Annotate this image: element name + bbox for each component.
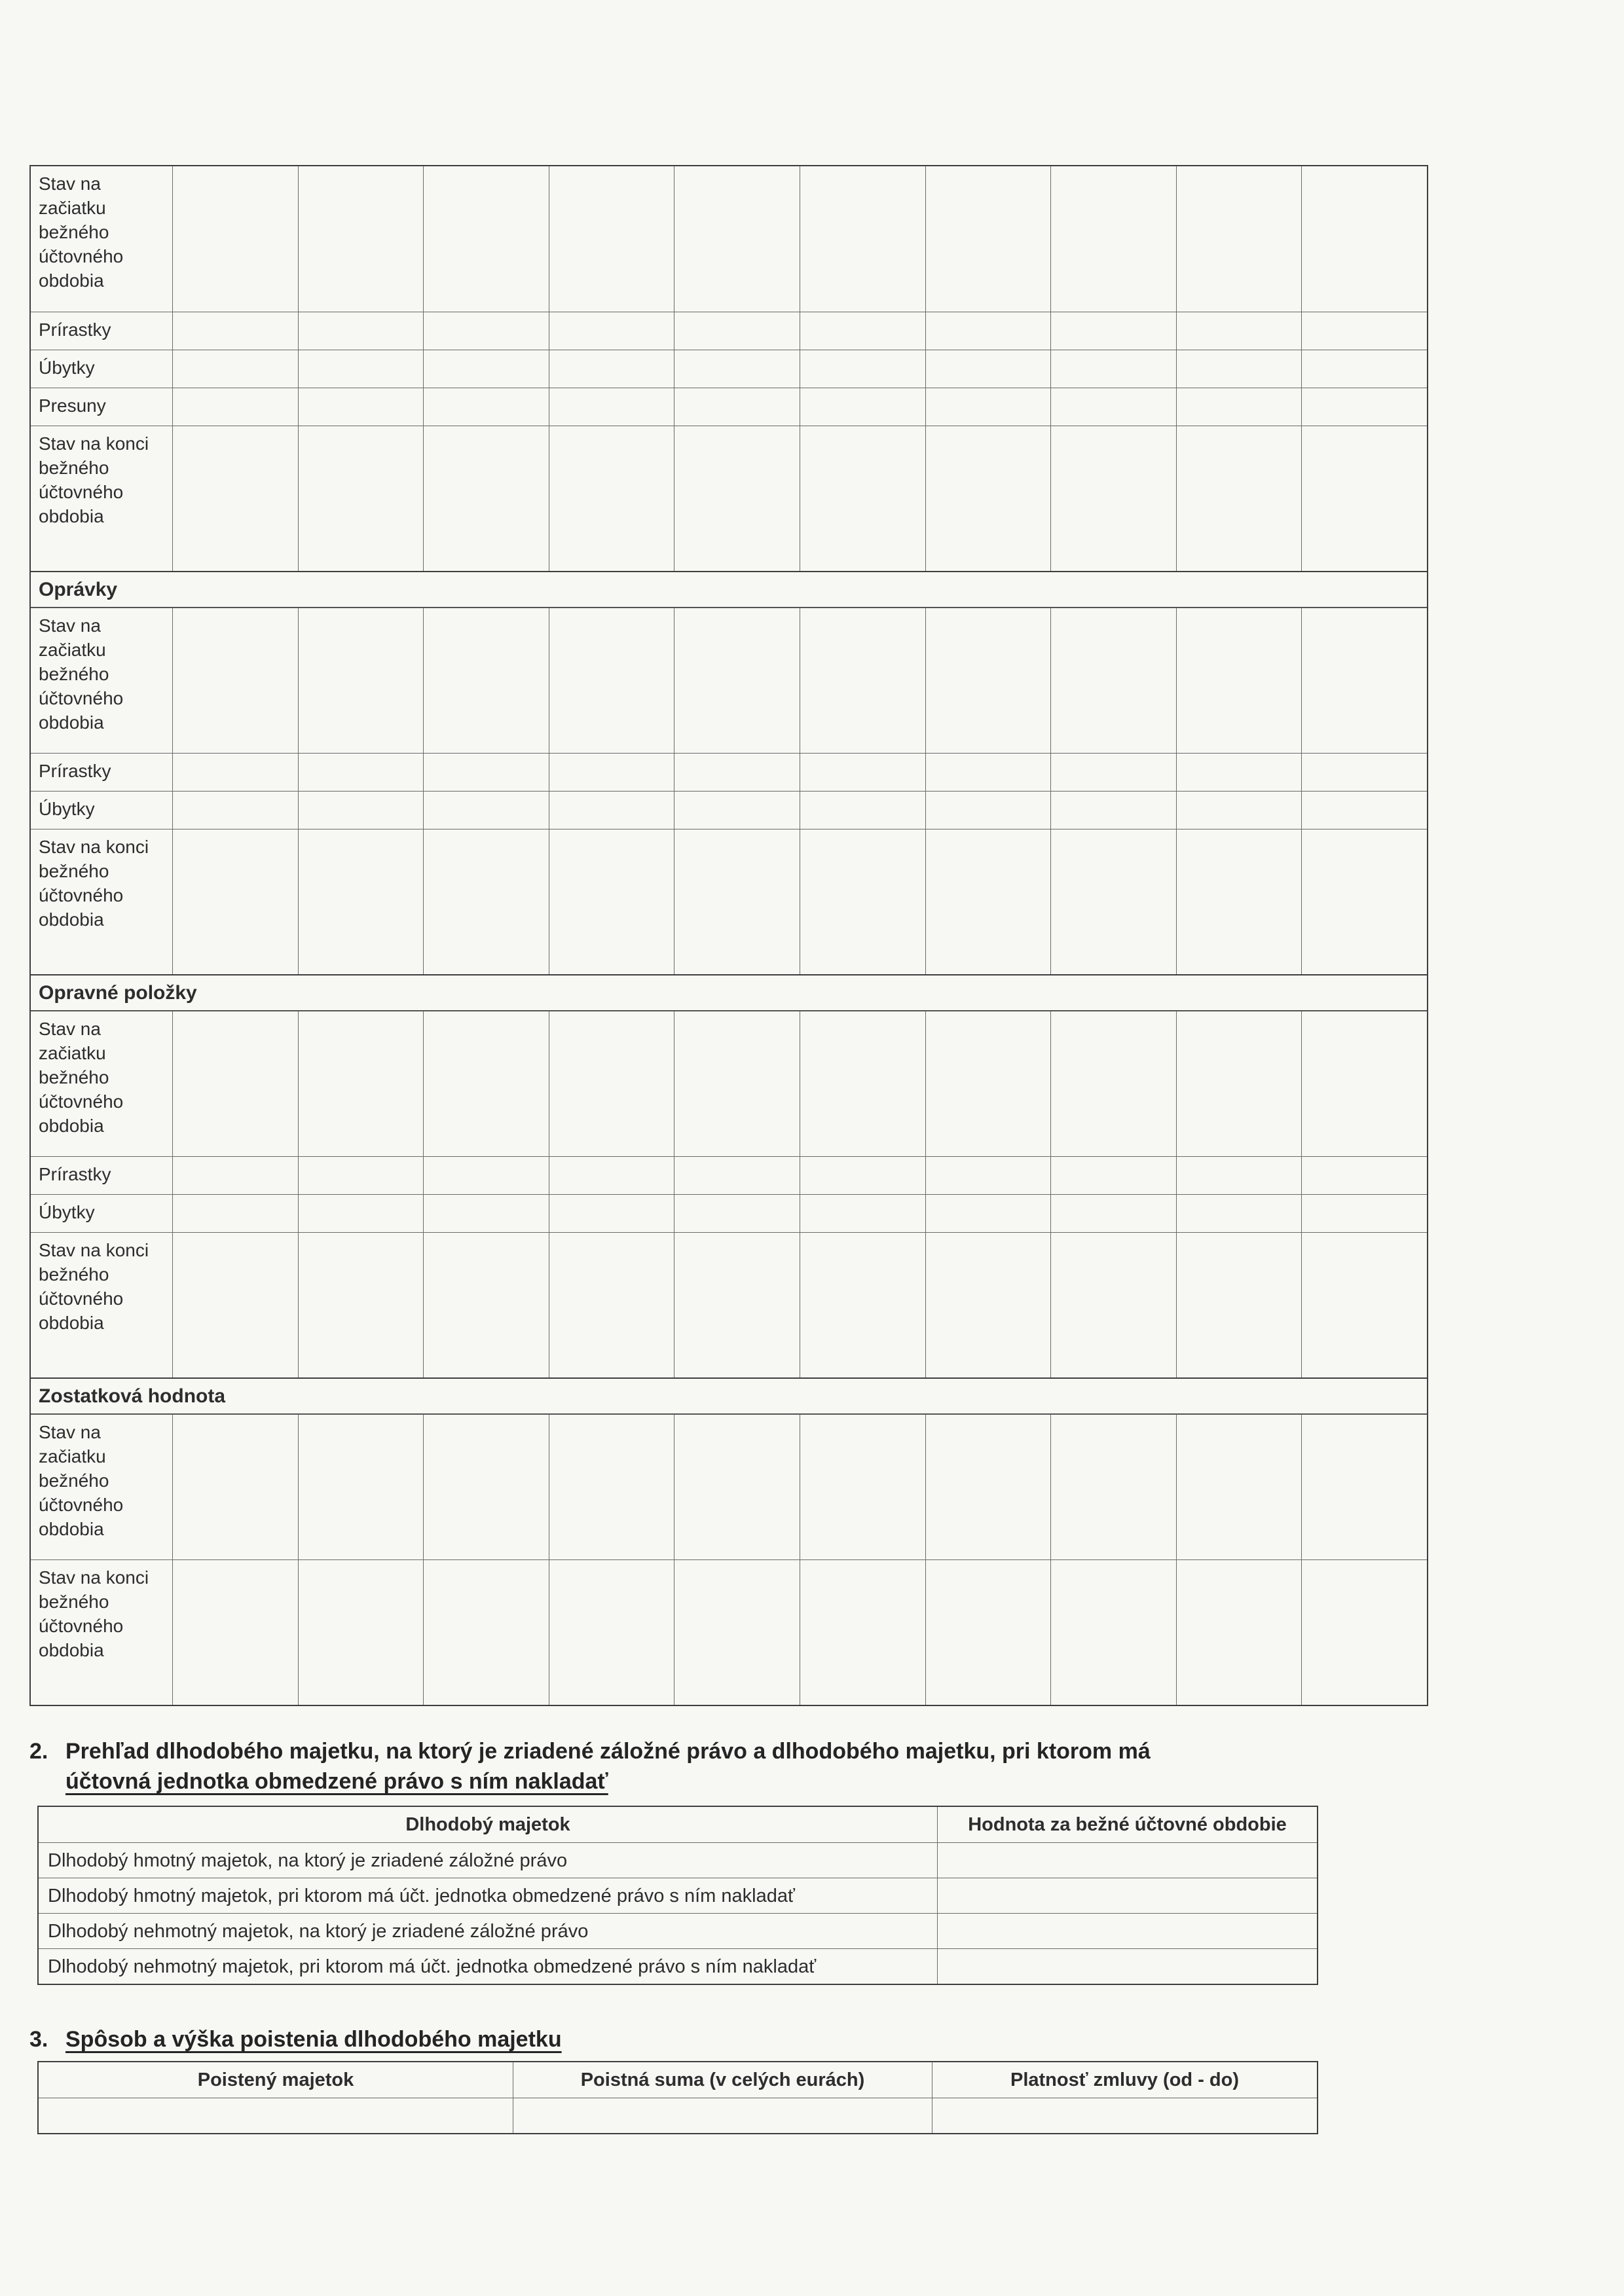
empty-data-cell bbox=[549, 792, 674, 829]
section2-title-line2: účtovná jednotka obmedzené právo s ním nakladať bbox=[65, 1769, 608, 1794]
table-row-opening bbox=[31, 608, 1427, 753]
row-label: Prírastky bbox=[39, 319, 111, 340]
table-row-additions bbox=[31, 312, 1427, 350]
column-header-asset: Dlhodobý majetok bbox=[405, 1814, 570, 1835]
empty-data-cell bbox=[549, 829, 674, 974]
empty-data-cell bbox=[800, 350, 925, 388]
empty-data-cell bbox=[298, 754, 424, 791]
empty-data-cell bbox=[423, 1011, 549, 1156]
table-row-disposals bbox=[31, 350, 1427, 388]
empty-data-cell bbox=[1176, 312, 1302, 350]
value-cell bbox=[39, 2098, 513, 2133]
empty-data-cell bbox=[925, 608, 1051, 753]
table-row bbox=[39, 1842, 1317, 1878]
empty-data-cell bbox=[423, 1195, 549, 1232]
empty-data-cell bbox=[1050, 829, 1176, 974]
row-label: Dlhodobý nehmotný majetok, pri ktorom má účt. jednotka obmedzené právo s ním nakladať bbox=[48, 1956, 817, 1977]
empty-data-cell bbox=[800, 1415, 925, 1559]
empty-data-cell bbox=[298, 426, 424, 571]
empty-data-cell bbox=[298, 1157, 424, 1194]
empty-data-cell bbox=[1176, 754, 1302, 791]
empty-data-cell bbox=[674, 1560, 800, 1705]
section-header-row-opravne-polozky bbox=[31, 974, 1427, 1011]
row-label: Stav na začiatku bežného účtovného obdobia bbox=[39, 615, 124, 733]
empty-data-cell bbox=[1301, 1195, 1427, 1232]
empty-data-cell bbox=[549, 1415, 674, 1559]
pledged-assets-table bbox=[37, 1806, 1318, 1985]
empty-data-cell bbox=[925, 1233, 1051, 1377]
section2-title bbox=[65, 1736, 1151, 1796]
empty-data-cell bbox=[1050, 1195, 1176, 1232]
empty-data-cell bbox=[423, 166, 549, 312]
empty-data-cell bbox=[1050, 426, 1176, 571]
empty-data-cell bbox=[1050, 1233, 1176, 1377]
empty-data-cell bbox=[549, 1195, 674, 1232]
empty-data-cell bbox=[925, 388, 1051, 426]
value-cell bbox=[932, 2098, 1317, 2133]
empty-data-cell bbox=[298, 829, 424, 974]
empty-data-cell bbox=[549, 1233, 674, 1377]
empty-data-cell bbox=[674, 1233, 800, 1377]
empty-data-cell bbox=[1176, 1195, 1302, 1232]
empty-data-cell bbox=[1301, 608, 1427, 753]
empty-data-cell bbox=[800, 1157, 925, 1194]
insurance-table bbox=[37, 2061, 1318, 2134]
empty-data-cell bbox=[549, 426, 674, 571]
empty-data-cell bbox=[549, 608, 674, 753]
empty-data-cell bbox=[172, 1560, 298, 1705]
empty-data-cell bbox=[549, 754, 674, 791]
row-label: Stav na začiatku bežného účtovného obdobia bbox=[39, 1019, 124, 1136]
table-row-additions bbox=[31, 753, 1427, 791]
empty-data-cell bbox=[549, 1011, 674, 1156]
value-cell bbox=[937, 1949, 1317, 1984]
empty-data-cell bbox=[1176, 350, 1302, 388]
value-cell bbox=[937, 1843, 1317, 1878]
empty-data-cell bbox=[800, 312, 925, 350]
section-header-row-zostatkova-hodnota bbox=[31, 1377, 1427, 1414]
empty-data-cell bbox=[674, 388, 800, 426]
empty-data-cell bbox=[800, 829, 925, 974]
empty-data-cell bbox=[674, 1157, 800, 1194]
table-row-disposals bbox=[31, 1194, 1427, 1232]
empty-data-cell bbox=[298, 1560, 424, 1705]
empty-data-cell bbox=[423, 1415, 549, 1559]
empty-data-cell bbox=[298, 608, 424, 753]
row-label: Prírastky bbox=[39, 1164, 111, 1184]
empty-data-cell bbox=[1050, 1157, 1176, 1194]
empty-data-cell bbox=[1301, 829, 1427, 974]
empty-data-cell bbox=[1176, 1011, 1302, 1156]
column-header-contract-validity: Platnosť zmluvy (od - do) bbox=[932, 2062, 1317, 2098]
empty-data-cell bbox=[1301, 426, 1427, 571]
asset-movements-table bbox=[29, 165, 1428, 1706]
empty-data-cell bbox=[674, 1415, 800, 1559]
empty-data-cell bbox=[1050, 166, 1176, 312]
empty-data-cell bbox=[800, 754, 925, 791]
empty-data-cell bbox=[172, 350, 298, 388]
empty-data-cell bbox=[925, 1560, 1051, 1705]
empty-data-cell bbox=[674, 312, 800, 350]
empty-data-cell bbox=[423, 829, 549, 974]
empty-data-cell bbox=[1176, 426, 1302, 571]
empty-data-cell bbox=[800, 792, 925, 829]
empty-data-cell bbox=[423, 350, 549, 388]
empty-data-cell bbox=[925, 1415, 1051, 1559]
empty-data-cell bbox=[1176, 829, 1302, 974]
empty-data-cell bbox=[1301, 312, 1427, 350]
empty-data-cell bbox=[800, 1233, 925, 1377]
row-label: Stav na začiatku bežného účtovného obdobia bbox=[39, 1422, 124, 1539]
value-cell bbox=[937, 1914, 1317, 1948]
empty-data-cell bbox=[298, 312, 424, 350]
empty-data-cell bbox=[298, 792, 424, 829]
row-label: Úbytky bbox=[39, 357, 95, 378]
empty-data-cell bbox=[1176, 166, 1302, 312]
column-header-insured-sum: Poistná suma (v celých eurách) bbox=[513, 2062, 932, 2098]
empty-data-cell bbox=[423, 792, 549, 829]
empty-data-cell bbox=[1176, 1415, 1302, 1559]
empty-data-cell bbox=[800, 1195, 925, 1232]
empty-data-cell bbox=[298, 1233, 424, 1377]
table-row-opening bbox=[31, 1414, 1427, 1559]
empty-data-cell bbox=[1050, 1415, 1176, 1559]
table-row-closing bbox=[31, 1232, 1427, 1377]
empty-data-cell bbox=[674, 350, 800, 388]
empty-data-cell bbox=[298, 1011, 424, 1156]
empty-data-cell bbox=[172, 792, 298, 829]
empty-data-cell bbox=[298, 1415, 424, 1559]
row-label: Dlhodobý hmotný majetok, pri ktorom má účt. jednotka obmedzené právo s ním nakladať bbox=[48, 1885, 795, 1906]
empty-data-cell bbox=[1301, 754, 1427, 791]
table-header-row bbox=[39, 2062, 1317, 2098]
empty-data-cell bbox=[172, 1195, 298, 1232]
empty-data-cell bbox=[1301, 792, 1427, 829]
empty-data-cell bbox=[800, 608, 925, 753]
empty-data-cell bbox=[800, 166, 925, 312]
empty-data-cell bbox=[549, 166, 674, 312]
table-header-row bbox=[39, 1807, 1317, 1842]
empty-data-cell bbox=[1301, 1157, 1427, 1194]
table-row-closing bbox=[31, 1559, 1427, 1705]
empty-data-cell bbox=[674, 1011, 800, 1156]
table-row-closing bbox=[31, 829, 1427, 974]
section3-number: 3. bbox=[29, 2027, 48, 2052]
empty-data-cell bbox=[1301, 350, 1427, 388]
empty-data-cell bbox=[423, 312, 549, 350]
empty-data-cell bbox=[172, 1011, 298, 1156]
section2-number: 2. bbox=[29, 1739, 48, 1764]
value-cell bbox=[513, 2098, 932, 2133]
table-row-closing bbox=[31, 426, 1427, 571]
empty-data-cell bbox=[172, 754, 298, 791]
empty-data-cell bbox=[298, 388, 424, 426]
empty-data-cell bbox=[1050, 350, 1176, 388]
empty-data-cell bbox=[1176, 388, 1302, 426]
table-row bbox=[39, 1878, 1317, 1913]
empty-data-cell bbox=[1176, 1233, 1302, 1377]
column-header-insured-asset: Poistený majetok bbox=[197, 2069, 354, 2090]
section2-title-line1: Prehľad dlhodobého majetku, na ktorý je zriadené záložné právo a dlhodobého majetku, pri ktorom má bbox=[65, 1739, 1151, 1764]
empty-data-cell bbox=[925, 312, 1051, 350]
empty-data-cell bbox=[172, 312, 298, 350]
empty-data-cell bbox=[423, 754, 549, 791]
empty-data-cell bbox=[1176, 792, 1302, 829]
row-label: Dlhodobý hmotný majetok, na ktorý je zriadené záložné právo bbox=[48, 1850, 568, 1871]
empty-data-cell bbox=[800, 1011, 925, 1156]
table-row-transfers bbox=[31, 388, 1427, 426]
empty-data-cell bbox=[1301, 1233, 1427, 1377]
row-label: Stav na začiatku bežného účtovného obdobia bbox=[39, 173, 124, 291]
empty-data-cell bbox=[1050, 388, 1176, 426]
empty-data-cell bbox=[549, 312, 674, 350]
empty-data-cell bbox=[1050, 608, 1176, 753]
empty-data-cell bbox=[925, 166, 1051, 312]
section-header-row-opravky bbox=[31, 571, 1427, 608]
row-label: Stav na konci bežného účtovného obdobia bbox=[39, 1240, 149, 1333]
empty-data-cell bbox=[298, 1195, 424, 1232]
empty-data-cell bbox=[1050, 1011, 1176, 1156]
row-label: Presuny bbox=[39, 395, 106, 416]
empty-data-cell bbox=[1050, 792, 1176, 829]
row-label: Úbytky bbox=[39, 1202, 95, 1222]
empty-data-cell bbox=[423, 608, 549, 753]
empty-data-cell bbox=[925, 426, 1051, 571]
row-label: Stav na konci bežného účtovného obdobia bbox=[39, 837, 149, 930]
empty-data-cell bbox=[925, 754, 1051, 791]
empty-data-cell bbox=[674, 754, 800, 791]
table-row-opening bbox=[31, 166, 1427, 312]
empty-data-cell bbox=[1301, 166, 1427, 312]
empty-data-cell bbox=[925, 829, 1051, 974]
empty-data-cell bbox=[1176, 1560, 1302, 1705]
empty-data-cell bbox=[298, 166, 424, 312]
empty-data-cell bbox=[800, 426, 925, 571]
row-label: Dlhodobý nehmotný majetok, na ktorý je zriadené záložné právo bbox=[48, 1920, 589, 1942]
empty-data-cell bbox=[800, 1560, 925, 1705]
empty-data-cell bbox=[172, 166, 298, 312]
empty-data-cell bbox=[925, 1195, 1051, 1232]
empty-data-cell bbox=[549, 1560, 674, 1705]
empty-data-cell bbox=[172, 426, 298, 571]
empty-data-cell bbox=[925, 1011, 1051, 1156]
empty-data-cell bbox=[172, 1415, 298, 1559]
empty-data-cell bbox=[674, 829, 800, 974]
value-cell bbox=[937, 1878, 1317, 1913]
row-label: Stav na konci bežného účtovného obdobia bbox=[39, 1567, 149, 1660]
empty-data-cell bbox=[549, 350, 674, 388]
empty-data-cell bbox=[172, 829, 298, 974]
empty-data-cell bbox=[172, 1157, 298, 1194]
empty-data-cell bbox=[1176, 1157, 1302, 1194]
empty-data-cell bbox=[1050, 754, 1176, 791]
section3-title: Spôsob a výška poistenia dlhodobého majetku bbox=[65, 2027, 562, 2052]
empty-data-cell bbox=[674, 792, 800, 829]
empty-data-cell bbox=[172, 388, 298, 426]
empty-data-cell bbox=[674, 166, 800, 312]
empty-data-cell bbox=[925, 350, 1051, 388]
empty-data-cell bbox=[423, 388, 549, 426]
table-row bbox=[39, 1948, 1317, 1984]
empty-data-cell bbox=[674, 608, 800, 753]
section3-heading bbox=[29, 2024, 1365, 2054]
table-row-disposals bbox=[31, 791, 1427, 829]
empty-data-cell bbox=[423, 1233, 549, 1377]
empty-data-cell bbox=[1301, 1560, 1427, 1705]
empty-data-cell bbox=[298, 350, 424, 388]
section-header-label: Oprávky bbox=[39, 578, 118, 600]
table-row bbox=[39, 1913, 1317, 1948]
empty-data-cell bbox=[549, 388, 674, 426]
empty-data-cell bbox=[800, 388, 925, 426]
empty-data-cell bbox=[674, 1195, 800, 1232]
empty-data-cell bbox=[549, 1157, 674, 1194]
table-row bbox=[39, 2098, 1317, 2133]
empty-data-cell bbox=[1176, 608, 1302, 753]
empty-data-cell bbox=[674, 426, 800, 571]
empty-data-cell bbox=[172, 608, 298, 753]
row-label: Úbytky bbox=[39, 799, 95, 819]
empty-data-cell bbox=[925, 792, 1051, 829]
section-header-label: Zostatková hodnota bbox=[39, 1385, 226, 1407]
empty-data-cell bbox=[1301, 1011, 1427, 1156]
empty-data-cell bbox=[423, 426, 549, 571]
table-row-additions bbox=[31, 1156, 1427, 1194]
empty-data-cell bbox=[925, 1157, 1051, 1194]
empty-data-cell bbox=[1050, 312, 1176, 350]
empty-data-cell bbox=[1301, 388, 1427, 426]
section2-heading bbox=[29, 1736, 1365, 1796]
empty-data-cell bbox=[423, 1560, 549, 1705]
row-label: Prírastky bbox=[39, 761, 111, 781]
empty-data-cell bbox=[172, 1233, 298, 1377]
section-header-label: Opravné položky bbox=[39, 981, 197, 1004]
row-label: Stav na konci bežného účtovného obdobia bbox=[39, 433, 149, 526]
empty-data-cell bbox=[423, 1157, 549, 1194]
empty-data-cell bbox=[1301, 1415, 1427, 1559]
empty-data-cell bbox=[1050, 1560, 1176, 1705]
column-header-value: Hodnota za bežné účtovné obdobie bbox=[937, 1807, 1317, 1842]
table-row-opening bbox=[31, 1011, 1427, 1156]
